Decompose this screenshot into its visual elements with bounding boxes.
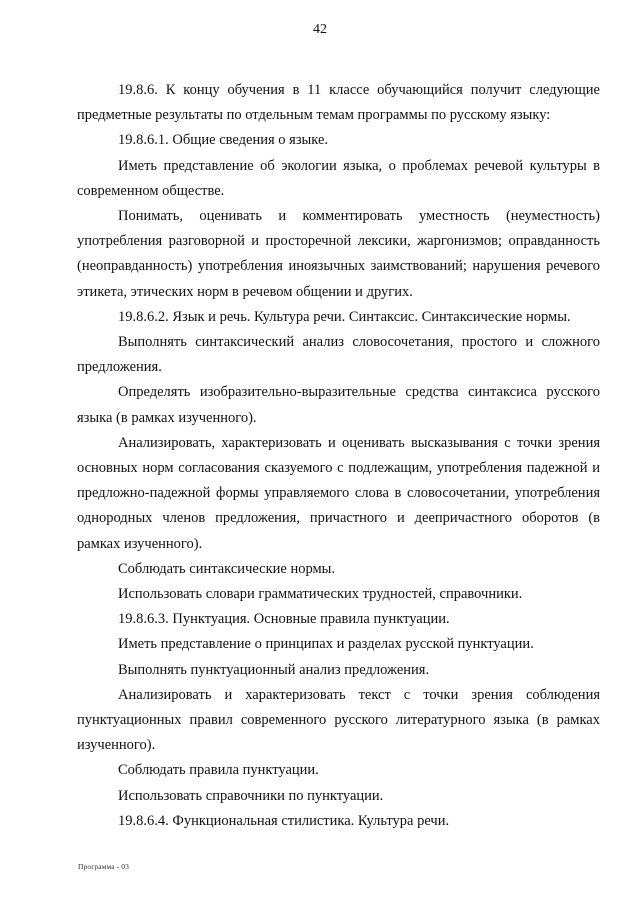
paragraph-dictionaries: Использовать словари грамматических трудностей, справочники. [118, 586, 523, 603]
paragraph-expressive-means: Определять изобразительно-выразительные средства синтаксиса русского языка (в рамках изученного). [77, 384, 600, 426]
paragraph-understand: Понимать, оценивать и комментировать уместность (неуместность) употребления разговорной и просторечной лексики, жаргонизмов; оправданность (неоправданность) употребления иноязычных заимствований; нарушения речевого этикета, этических норм в речевом общении и других. [77, 208, 600, 300]
section-heading-stylistics: 19.8.6.4. Функциональная стилистика. Культура речи. [118, 812, 450, 829]
paragraph-punctuation-rules: Соблюдать правила пунктуации. [118, 762, 319, 779]
section-heading-syntax: 19.8.6.2. Язык и речь. Культура речи. Синтаксис. Синтаксические нормы. [118, 308, 571, 325]
paragraph-ecology: Иметь представление об экологии языка, о проблемах речевой культуры в современном обществе. [77, 157, 600, 199]
page-number: 42 [313, 22, 327, 37]
section-heading-punctuation: 19.8.6.3. Пунктуация. Основные правила пунктуации. [118, 611, 450, 628]
paragraph-syntax-norms: Соблюдать синтаксические нормы. [118, 560, 336, 577]
paragraph-analyze-norms: Анализировать, характеризовать и оценивать высказывания с точки зрения основных норм согласования сказуемого с подлежащим, употребления падежной и предложно-падежной формы управляемого слова в словосочетании, употребления однородных членов предложения, причастного и деепричастного оборотов (в рамках изученного). [77, 434, 600, 552]
paragraph-analyze-text: Анализировать и характеризовать текст с точки зрения соблюдения пунктуационных правил современного русского литературного языка (в рамках изученного). [77, 686, 600, 754]
paragraph-syntax-analysis: Выполнять синтаксический анализ словосочетания, простого и сложного предложения. [77, 334, 600, 376]
paragraph-intro: 19.8.6. К концу обучения в 11 классе обучающийся получит следующие предметные результаты по отдельным темам программы по русскому языку: [77, 82, 600, 124]
body-text [77, 78, 600, 834]
paragraph-punctuation-references: Использовать справочники по пунктуации. [118, 787, 384, 804]
paragraph-punctuation-analysis: Выполнять пунктуационный анализ предложения. [118, 661, 430, 678]
paragraph-punctuation-principles: Иметь представление о принципах и разделах русской пунктуации. [118, 636, 534, 653]
footer-program-mark: Программа - 03 [78, 862, 129, 871]
section-heading-general-info: 19.8.6.1. Общие сведения о языке. [118, 132, 329, 149]
